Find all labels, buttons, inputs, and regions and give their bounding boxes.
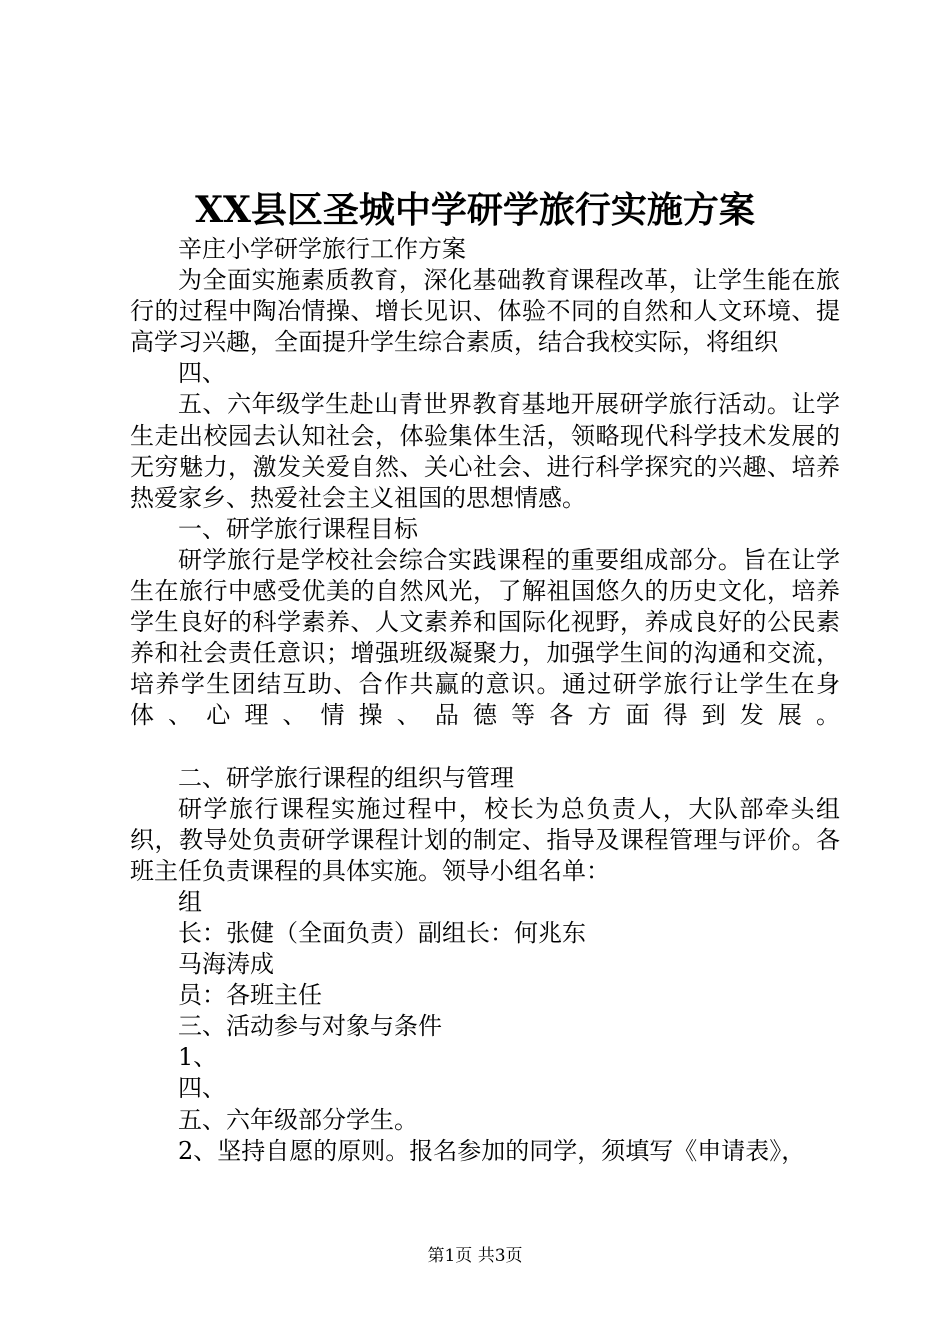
- paragraph-subtitle: 辛庄小学研学旅行工作方案: [178, 235, 466, 263]
- list-item-number-one: 1、: [178, 1043, 218, 1072]
- list-line-members: 员：各班主任: [178, 981, 322, 1010]
- paragraph-intro: 为全面实施素质教育，深化基础教育课程改革，让学生能在旅行的过程中陶冶情操、增长见识、体验不同的自然和人文环境、提高学习兴趣，全面提升学生综合素质，结合我校实际，将组织: [130, 266, 840, 357]
- heading-participants: 三、活动参与对象与条件: [178, 1012, 442, 1041]
- paragraph-grade-four: 四、: [178, 359, 226, 388]
- list-item-grade-five-six: 五、六年级部分学生。: [178, 1105, 418, 1134]
- list-item-voluntary: 2、坚持自愿的原则。报名参加的同学，须填写《申请表》，: [178, 1136, 806, 1165]
- heading-course-goals: 一、研学旅行课程目标: [178, 514, 418, 543]
- document-body: [130, 234, 840, 1167]
- list-line-leader: 长：张健（全面负责）副组长：何兆东: [178, 918, 586, 947]
- page-number-footer: 第1页 共3页: [427, 1246, 523, 1266]
- list-line-group: 组: [178, 887, 202, 916]
- list-item-grade-four: 四、: [178, 1074, 226, 1103]
- document-title: XX县区圣城中学研学旅行实施方案: [195, 189, 755, 231]
- paragraph-grade-five-six: 五、六年级学生赴山青世界教育基地开展研学旅行活动。让学生走出校园去认知社会，体验集体生活，领略现代科学技术发展的无穷魅力，激发关爱自然、关心社会、进行科学探究的兴趣、培养热爱家乡、热爱社会主义祖国的思想情感。: [130, 390, 840, 512]
- heading-organization: 二、研学旅行课程的组织与管理: [178, 763, 514, 792]
- list-line-member-name: 马海涛成: [178, 950, 274, 979]
- paragraph-course-goals: 研学旅行是学校社会综合实践课程的重要组成部分。旨在让学生在旅行中感受优美的自然风光，了解祖国悠久的历史文化，培养学生良好的科学素养、人文素养和国际化视野，养成良好的公民素养和社会责任意识；增强班级凝聚力，加强学生间的沟通和交流，培养学生团结互助、合作共赢的意识。通过研学旅行让学生在身体、心理、情操、品德等各方面得到发展。: [130, 545, 840, 730]
- paragraph-organization: 研学旅行课程实施过程中，校长为总负责人，大队部牵头组织，教导处负责研学课程计划的制定、指导及课程管理与评价。各班主任负责课程的具体实施。领导小组名单：: [130, 794, 840, 885]
